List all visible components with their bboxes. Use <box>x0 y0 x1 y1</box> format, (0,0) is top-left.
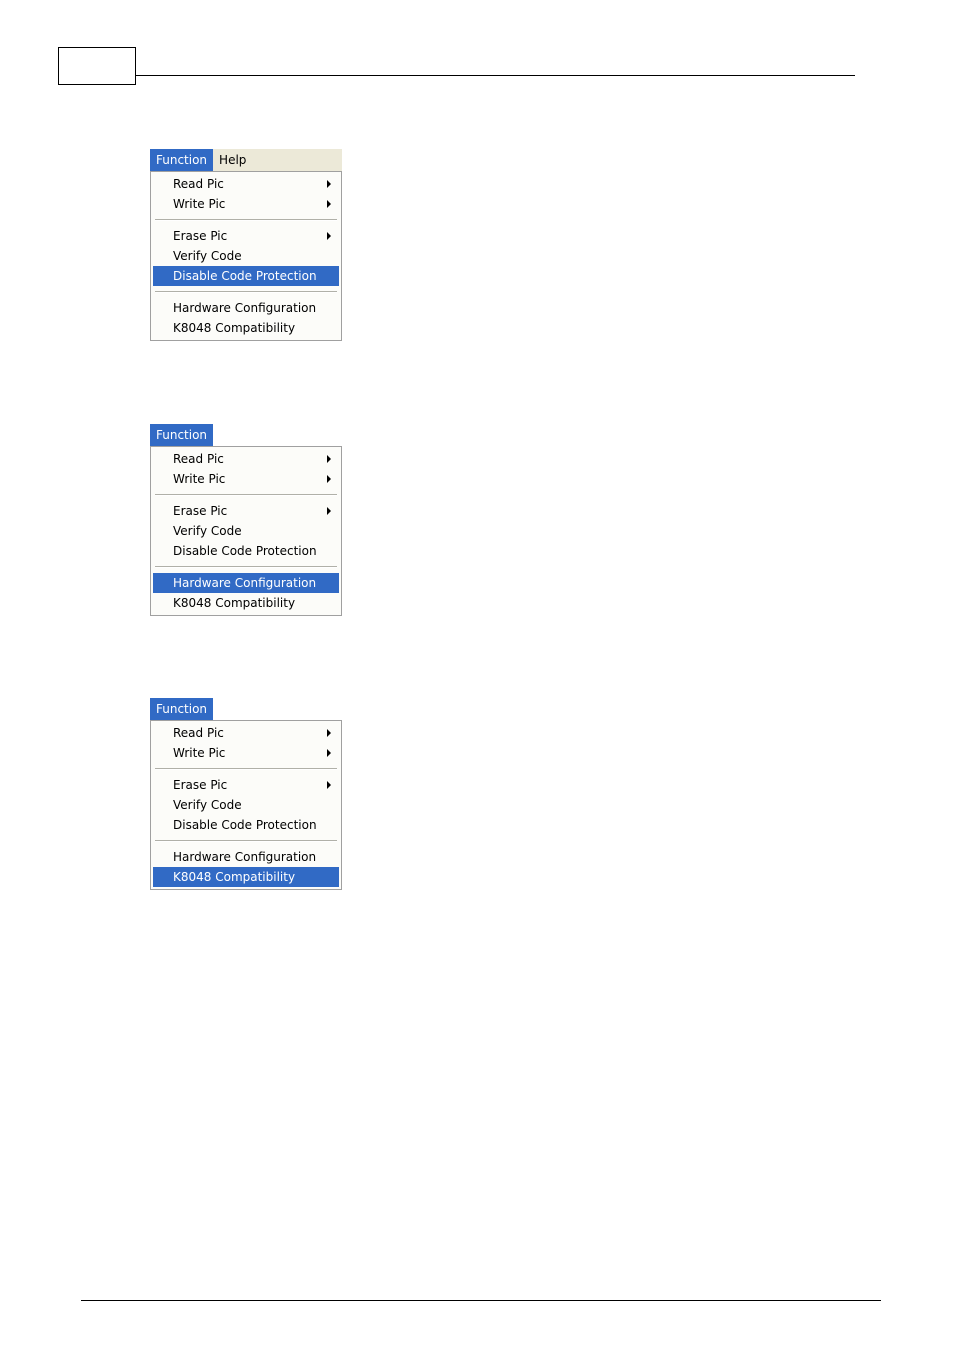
menu-item-hardware-configuration[interactable] <box>153 847 339 867</box>
menu-item-erase-pic[interactable] <box>153 226 339 246</box>
menu-item-write-pic[interactable] <box>153 743 339 763</box>
menu-item-label: Hardware Configuration <box>173 576 317 590</box>
menu-item-disable-code-protection[interactable] <box>153 541 339 561</box>
menu-item-verify-code[interactable] <box>153 521 339 541</box>
menu-bar <box>150 424 342 446</box>
submenu-arrow-icon <box>327 749 331 757</box>
menu-item-read-pic[interactable] <box>153 723 339 743</box>
menu-item-label: Read Pic <box>173 452 224 466</box>
menu-separator <box>155 840 337 842</box>
menu-separator <box>155 219 337 221</box>
menu-item-erase-pic[interactable] <box>153 775 339 795</box>
function-dropdown <box>150 720 342 890</box>
menu-help[interactable]: Help <box>219 153 247 167</box>
menu-function[interactable]: Function <box>150 698 213 720</box>
function-dropdown <box>150 171 342 341</box>
header-rule <box>135 75 855 76</box>
page-number-box <box>58 47 136 85</box>
menu-item-label: Write Pic <box>173 197 226 211</box>
menu-item-disable-code-protection[interactable] <box>153 266 339 286</box>
menu-function[interactable]: Function <box>150 424 213 446</box>
menu-item-label: K8048 Compatibility <box>173 321 296 335</box>
menu-item-k8048-compatibility[interactable] <box>153 593 339 613</box>
submenu-arrow-icon <box>327 180 331 188</box>
menu-item-label: Erase Pic <box>173 504 228 518</box>
menu-item-label: Hardware Configuration <box>173 850 317 864</box>
submenu-arrow-icon <box>327 729 331 737</box>
menu-item-label: K8048 Compatibility <box>173 596 296 610</box>
submenu-arrow-icon <box>327 200 331 208</box>
submenu-arrow-icon <box>327 232 331 240</box>
menu-item-verify-code[interactable] <box>153 795 339 815</box>
menu-item-read-pic[interactable] <box>153 449 339 469</box>
submenu-arrow-icon <box>327 507 331 515</box>
menu-item-write-pic[interactable] <box>153 194 339 214</box>
menu-item-hardware-configuration[interactable] <box>153 573 339 593</box>
menu-item-label: Write Pic <box>173 472 226 486</box>
menu-item-disable-code-protection[interactable] <box>153 815 339 835</box>
menu-separator <box>155 768 337 770</box>
menu-item-label: Read Pic <box>173 177 224 191</box>
menu-item-label: K8048 Compatibility <box>173 870 296 884</box>
submenu-arrow-icon <box>327 475 331 483</box>
menu-item-label: Hardware Configuration <box>173 301 317 315</box>
menu-item-label: Disable Code Protection <box>173 544 317 558</box>
menu-screenshot-disable-code-protection <box>150 149 342 341</box>
menu-bar <box>150 149 342 171</box>
menu-item-label: Erase Pic <box>173 778 228 792</box>
menu-function[interactable]: Function <box>150 149 213 171</box>
menu-screenshot-hardware-configuration <box>150 424 342 616</box>
menu-item-label: Erase Pic <box>173 229 228 243</box>
submenu-arrow-icon <box>327 781 331 789</box>
menu-item-label: Verify Code <box>173 524 242 538</box>
function-dropdown <box>150 446 342 616</box>
menu-item-erase-pic[interactable] <box>153 501 339 521</box>
menu-item-read-pic[interactable] <box>153 174 339 194</box>
menu-item-label: Disable Code Protection <box>173 818 317 832</box>
menu-item-label: Write Pic <box>173 746 226 760</box>
menu-screenshot-k8048-compatibility <box>150 698 342 890</box>
menu-item-verify-code[interactable] <box>153 246 339 266</box>
menu-item-write-pic[interactable] <box>153 469 339 489</box>
menu-item-label: Verify Code <box>173 798 242 812</box>
menu-bar <box>150 698 342 720</box>
menu-item-label: Disable Code Protection <box>173 269 317 283</box>
menu-item-label: Verify Code <box>173 249 242 263</box>
menu-item-label: Read Pic <box>173 726 224 740</box>
menu-separator <box>155 494 337 496</box>
menu-separator <box>155 291 337 293</box>
submenu-arrow-icon <box>327 455 331 463</box>
menu-item-hardware-configuration[interactable] <box>153 298 339 318</box>
menu-item-k8048-compatibility[interactable] <box>153 318 339 338</box>
footer-rule <box>81 1300 881 1301</box>
menu-item-k8048-compatibility[interactable] <box>153 867 339 887</box>
menu-separator <box>155 566 337 568</box>
